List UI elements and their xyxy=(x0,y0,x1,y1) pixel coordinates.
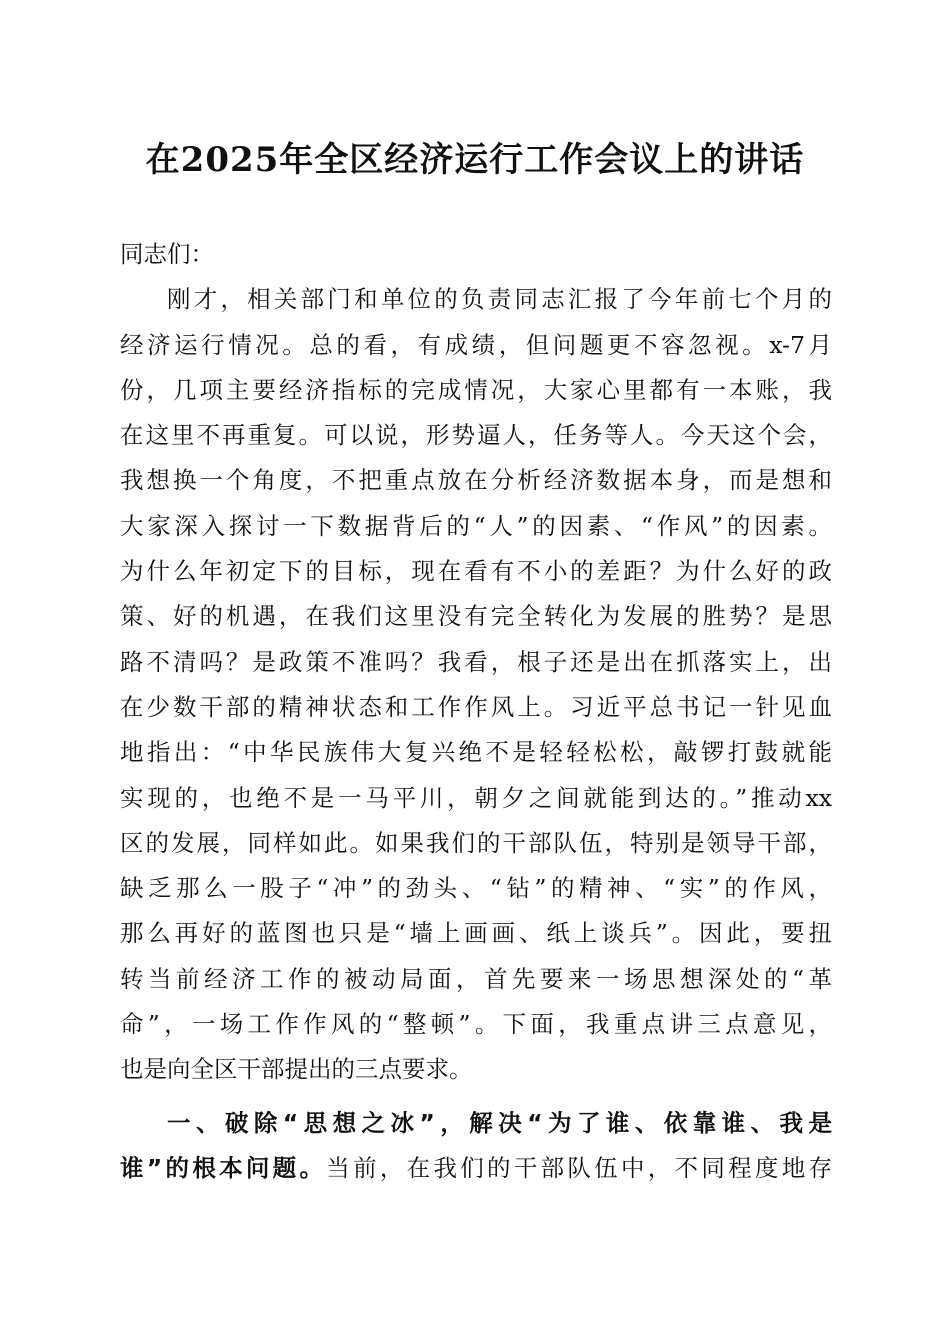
salutation: 同志们： xyxy=(120,240,214,268)
paragraph-line: 在少数干部的精神状态和工作作风上。习近平总书记一针见血 xyxy=(120,692,832,721)
paragraph-line: 份，几项主要经济指标的完成情况，大家心里都有一本账，我 xyxy=(120,375,832,404)
paragraph-line: 实现的，也绝不是一马平川，朝夕之间就能到达的。”推动xx xyxy=(120,783,832,812)
paragraph-line: 刚才，相关部门和单位的负责同志汇报了今年前七个月的 xyxy=(167,285,832,314)
paragraph-line: 转当前经济工作的被动局面，首先要来一场思想深处的“革 xyxy=(120,964,832,993)
paragraph-line: 在这里不再重复。可以说，形势逼人，任务等人。今天这个会， xyxy=(120,421,832,450)
section-heading: 一、破除“思想之冰”，解决“为了谁、依靠谁、我是 xyxy=(167,1108,832,1137)
document-title: 在2025年全区经济运行工作会议上的讲话 xyxy=(145,140,805,180)
paragraph-line: 命”，一场工作作风的“整顿”。下面，我重点讲三点意见， xyxy=(120,1010,832,1039)
paragraph-line: 我想换一个角度，不把重点放在分析经济数据本身，而是想和 xyxy=(120,466,832,495)
paragraph-line: 那么再好的蓝图也只是“墙上画画、纸上谈兵”。因此，要扭 xyxy=(120,919,832,948)
section-heading-tail: 谁”的根本问题。 xyxy=(120,1153,327,1182)
section-body-text: 当前，在我们的干部队伍中，不同程度地存 xyxy=(326,1153,832,1182)
paragraph-line: 路不清吗？是政策不准吗？我看，根子还是出在抓落实上，出 xyxy=(120,647,832,676)
document-body xyxy=(120,232,832,1191)
paragraph-line: 也是向全区干部提出的三点要求。 xyxy=(120,1055,473,1084)
paragraph-line: 经济运行情况。总的看，有成绩，但问题更不容忽视。x-7月 xyxy=(120,330,832,359)
paragraph-line: 缺乏那么一股子“冲”的劲头、“钻”的精神、“实”的作风， xyxy=(120,874,832,903)
paragraph-line: 区的发展，同样如此。如果我们的干部队伍，特别是领导干部， xyxy=(120,828,832,857)
paragraph-line: 地指出：“中华民族伟大复兴绝不是轻轻松松，敲锣打鼓就能 xyxy=(120,738,832,767)
paragraph-line: 大家深入探讨一下数据背后的“人”的因素、“作风”的因素。 xyxy=(120,511,832,540)
paragraph-line: 为什么年初定下的目标，现在看有不小的差距？为什么好的政 xyxy=(120,557,832,586)
section-first-line xyxy=(120,1146,832,1191)
paragraph-line: 策、好的机遇，在我们这里没有完全转化为发展的胜势？是思 xyxy=(120,602,832,631)
